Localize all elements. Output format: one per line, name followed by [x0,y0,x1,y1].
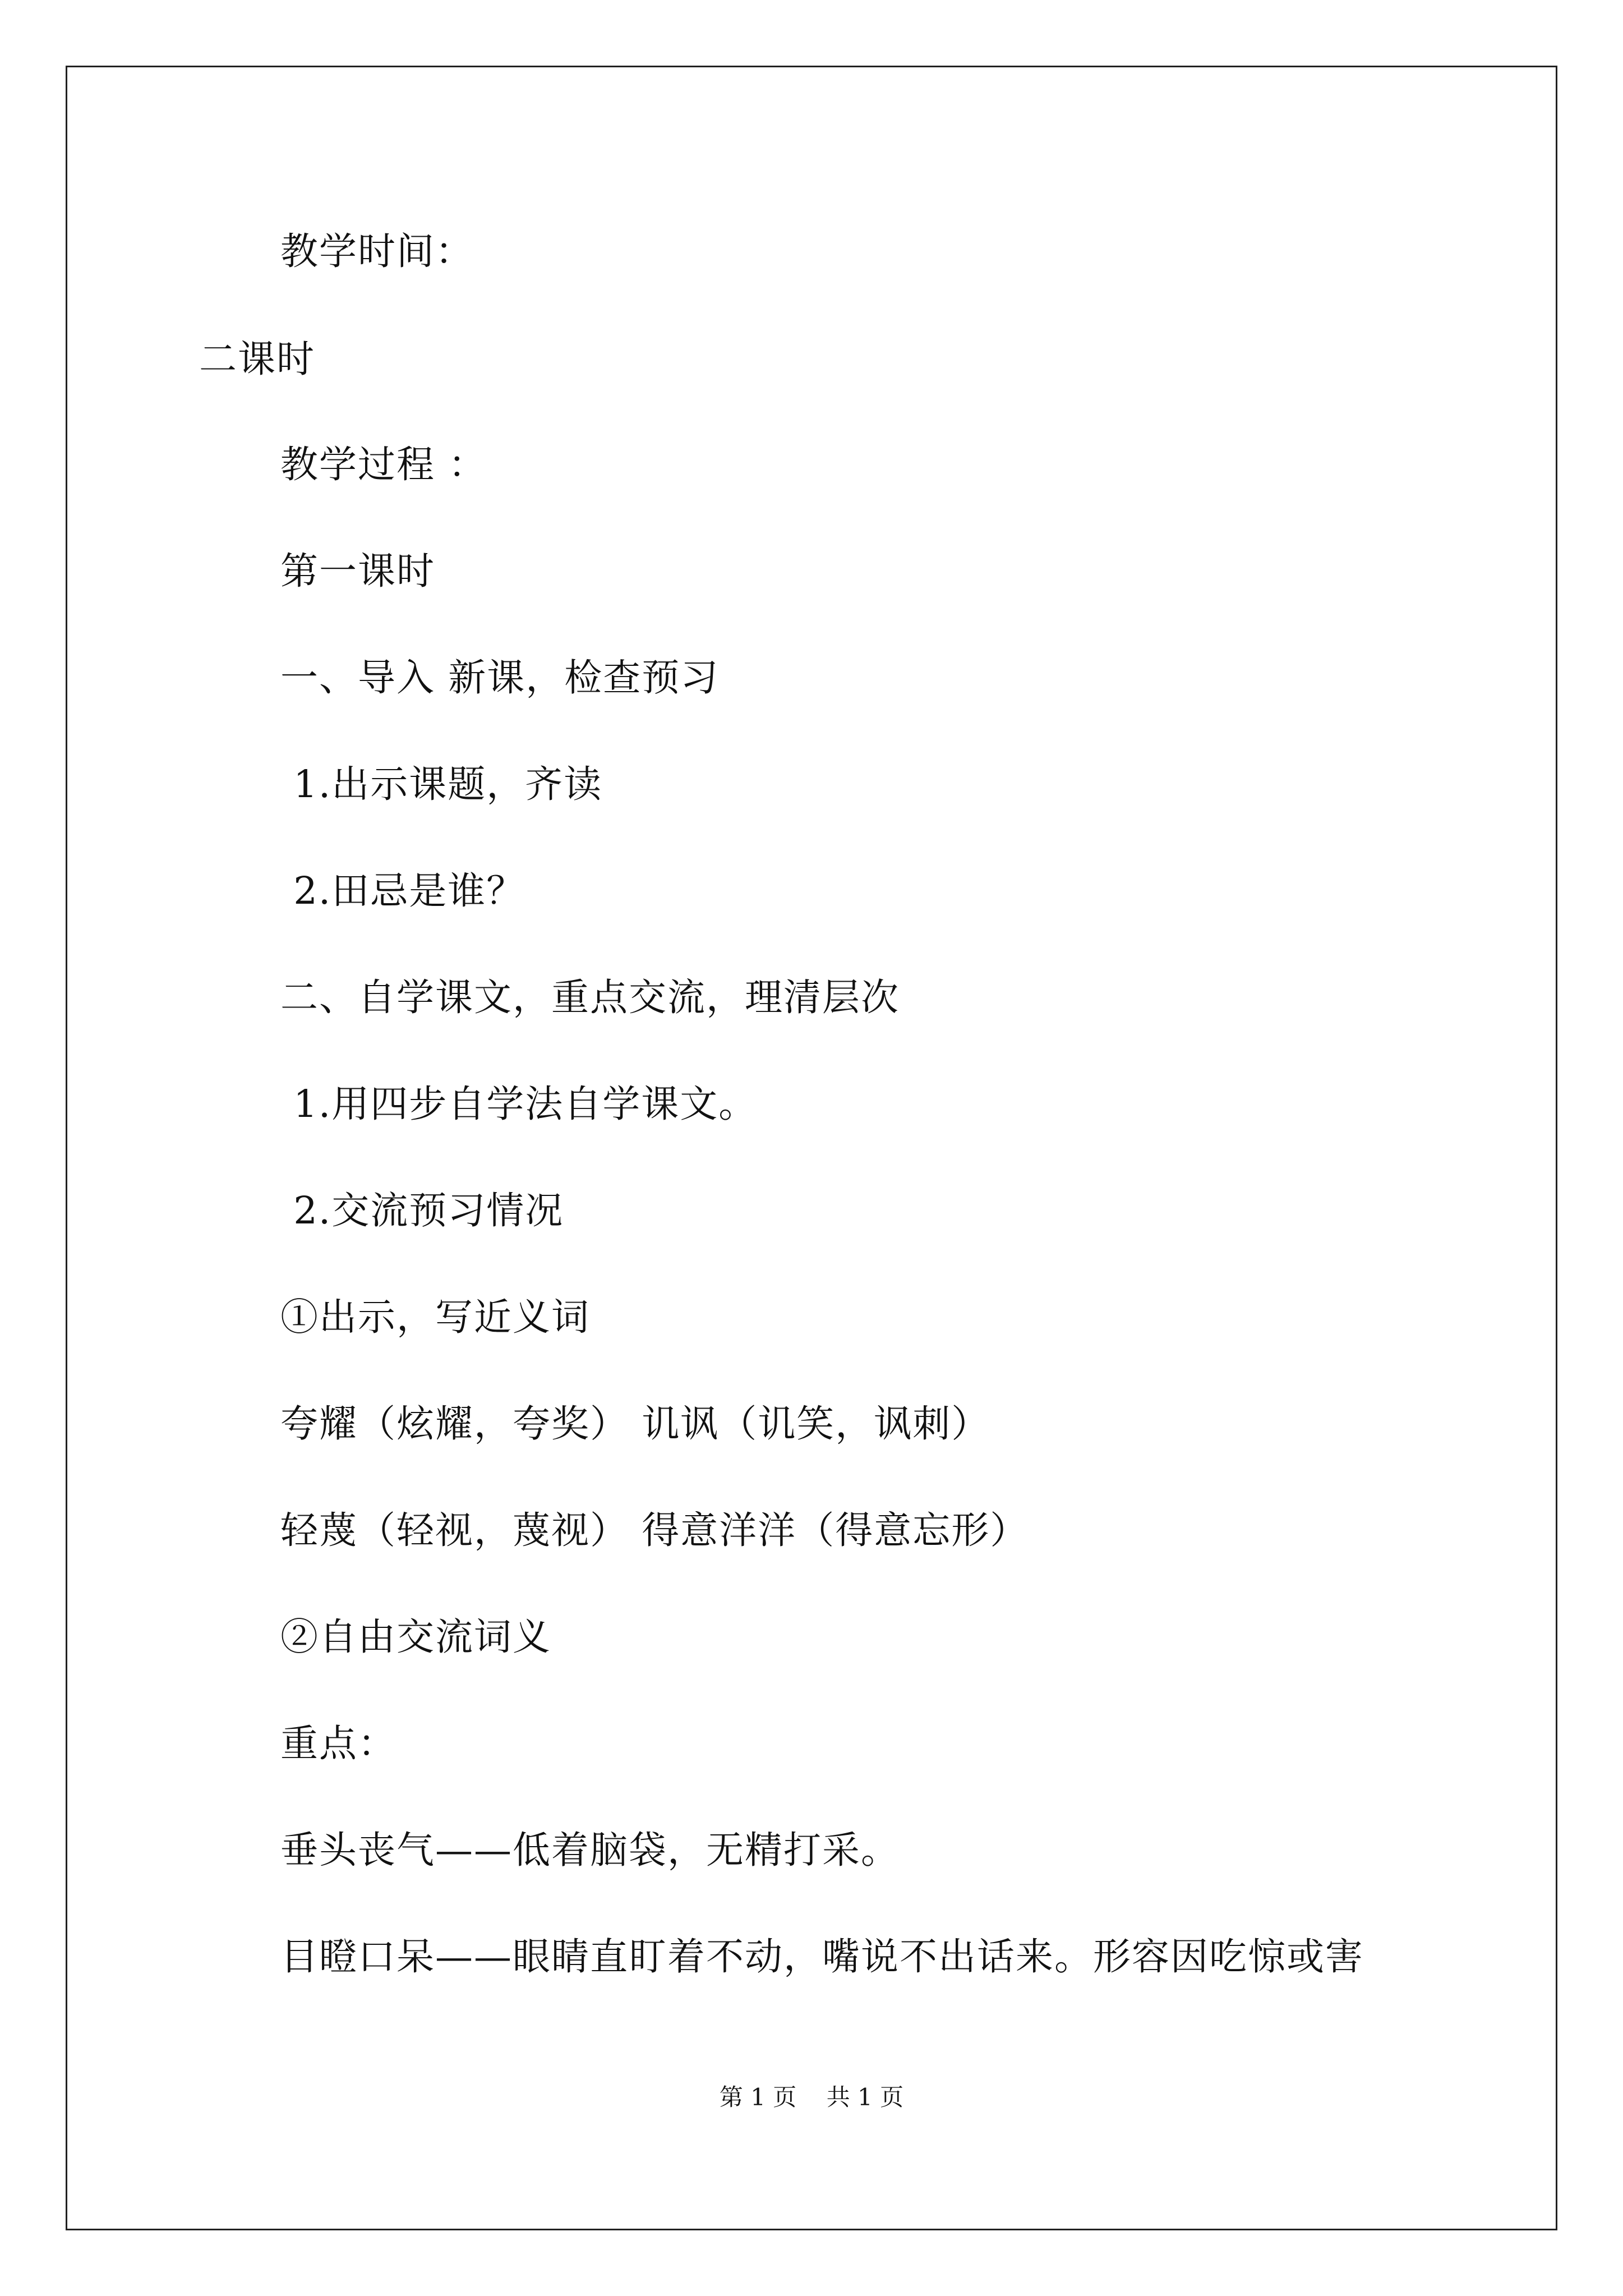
text-line-teaching-process: 教学过程 ： [280,443,487,486]
text-line-item-1-2: 2.田忌是谁？ [280,869,525,913]
text-line-key-points: 重点： [280,1722,396,1765]
text-line-idiom-1: 垂头丧气——低着脑袋，无精打采。 [280,1828,900,1872]
text-line-synonyms-2: 轻蔑（轻视，蔑视） 得意洋洋（得意忘形） [280,1508,1029,1552]
text-line-circled-2: ②自由交流词义 [280,1615,551,1659]
text-line-item-1-1: 1.出示课题，齐读 [280,762,603,806]
text-line-two-lessons: 二课时 [199,337,315,381]
text-line-section-1: 一、导入 新课，检查预习 [280,656,720,700]
text-line-synonyms-1: 夸耀（炫耀，夸奖） 讥讽（讥笑，讽刺） [280,1402,990,1446]
text-line-idiom-2: 目瞪口呆——眼睛直盯着不动，嘴说不出话来。形容因吃惊或害 [280,1935,1364,1978]
text-line-item-2-2: 2.交流预习情况 [280,1189,564,1232]
text-line-circled-1: ①出示，写近义词 [280,1295,590,1339]
text-line-teaching-time: 教学时间： [280,229,474,273]
page-footer: 第 1 页 共 1 页 [719,2083,904,2111]
text-line-item-2-1: 1.用四步自学法自学课文。 [280,1082,758,1126]
text-line-first-lesson: 第一课时 [280,549,435,593]
page-border [66,66,1557,2230]
text-line-section-2: 二、自学课文，重点交流，理清层次 [280,976,900,1019]
